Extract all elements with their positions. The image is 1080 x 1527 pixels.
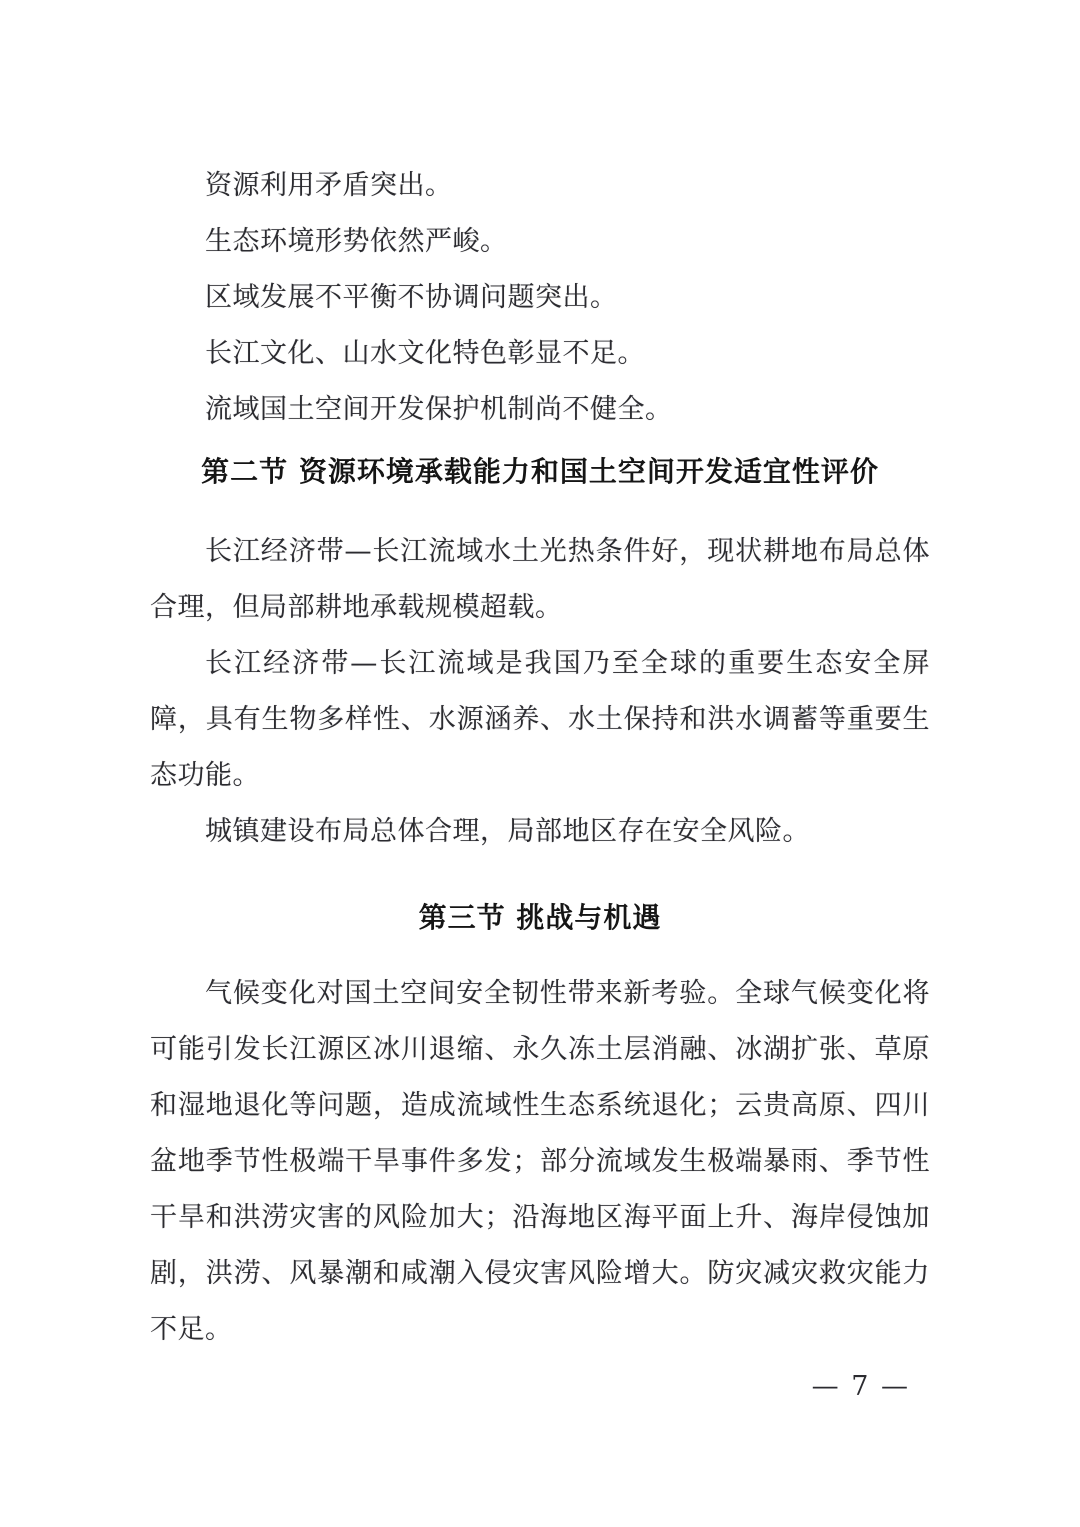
intro-line: 生态环境形势依然严峻。 [205,226,508,257]
page-footer [812,1359,910,1415]
paragraph-line: 态功能。 [150,760,260,791]
intro-line: 区域发展不平衡不协调问题突出。 [205,282,618,313]
paragraph-line: 障，具有生物多样性、水源涵养、水土保持和洪水调蓄等重要生 [150,704,930,735]
section2-heading: 第二节 资源环境承载能力和国土空间开发适宜性评价 [201,455,879,488]
page-number: — 7 — [811,1371,910,1402]
paragraph-line: 不足。 [150,1314,233,1345]
paragraph-line: 气候变化对国土空间安全韧性带来新考验。全球气候变化将 [205,978,930,1009]
intro-line: 资源利用矛盾突出。 [205,170,453,201]
paragraph-line: 长江经济带—长江流域水土光热条件好，现状耕地布局总体 [205,536,930,567]
page-content [150,158,930,1358]
paragraph-line: 盆地季节性极端干旱事件多发；部分流域发生极端暴雨、季节性 [150,1146,930,1177]
paragraph-line: 合理，但局部耕地承载规模超载。 [150,592,563,623]
section3-heading: 第三节 挑战与机遇 [418,901,662,934]
paragraph-line: 干旱和洪涝灾害的风险加大；沿海地区海平面上升、海岸侵蚀加 [150,1202,930,1233]
paragraph-line: 和湿地退化等问题，造成流域性生态系统退化；云贵高原、四川 [150,1090,930,1121]
paragraph-line: 剧，洪涝、风暴潮和咸潮入侵灾害风险增大。防灾减灾救灾能力 [150,1258,930,1289]
paragraph-line: 城镇建设布局总体合理，局部地区存在安全风险。 [205,816,810,847]
paragraph-line: 长江经济带—长江流域是我国乃至全球的重要生态安全屏 [205,648,930,679]
intro-line: 长江文化、山水文化特色彰显不足。 [205,338,645,369]
intro-line: 流域国土空间开发保护机制尚不健全。 [205,394,673,425]
paragraph-line: 可能引发长江源区冰川退缩、永久冻土层消融、冰湖扩张、草原 [150,1034,930,1065]
